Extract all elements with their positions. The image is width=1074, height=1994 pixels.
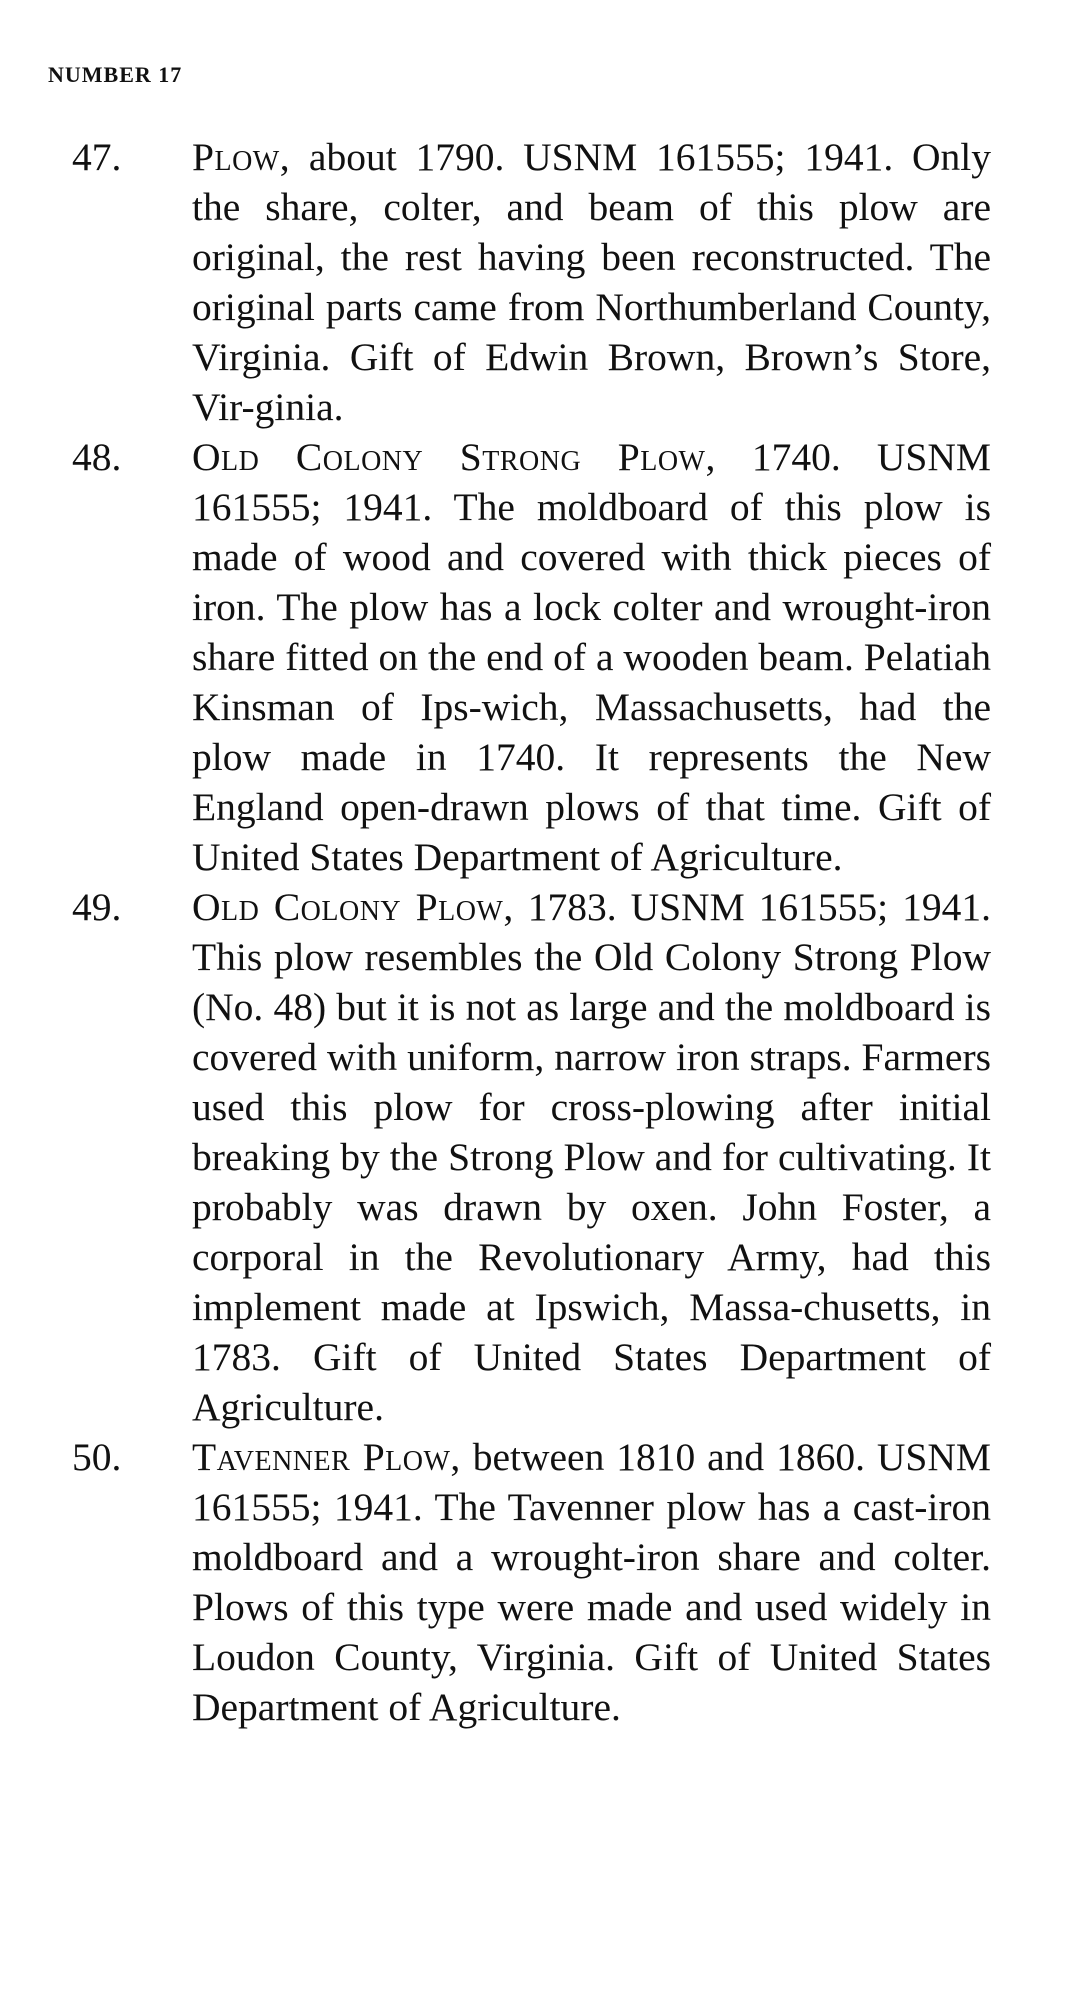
entry-title: Old Colony Plow,	[192, 885, 514, 929]
entry-number: 49.	[72, 885, 122, 929]
entry-description: between 1810 and 1860. USNM 161555; 1941. The Tavenner plow has a cast-iron moldboard and a wrought-iron share and colter. Plows of this type were made and used widely in Loudon County, Virginia. Gift of United States Department of Agriculture.	[192, 1435, 991, 1729]
entry-number: 48.	[72, 435, 122, 479]
entry-number: 50.	[72, 1435, 122, 1479]
entry-description: about 1790. USNM 161555; 1941. Only the share, colter, and beam of this plow are original, the rest having been reconstructed. The original parts came from Northumberland County, Virginia. Gift of Edwin Brown, Brown’s Store, Vir-ginia.	[192, 135, 991, 429]
entry-description: 1740. USNM 161555; 1941. The moldboard of this plow is made of wood and covered with thick pieces of iron. The plow has a lock colter and wrought-iron share fitted on the end of a wooden beam. Pelatiah Kinsman of Ips-wich, Massachusetts, had the plow made in 1740. It represents the New England open-drawn plows of that time. Gift of United States Department of Agriculture.	[192, 435, 991, 879]
catalog-entry-47	[56, 132, 991, 432]
entry-description: 1783. USNM 161555; 1941. This plow resembles the Old Colony Strong Plow (No. 48) but it is not as large and the moldboard is covered with uniform, narrow iron straps. Farmers used this plow for cross-plowing after initial breaking by the Strong Plow and for cultivating. It probably was drawn by oxen. John Foster, a corporal in the Revolutionary Army, had this implement made at Ipswich, Massa-chusetts, in 1783. Gift of United States Department of Agriculture.	[192, 885, 992, 1429]
catalog-entry-48	[56, 432, 991, 882]
entry-title: Tavenner Plow,	[192, 1435, 461, 1479]
catalog-entries	[56, 132, 991, 1732]
entry-title: Plow,	[192, 135, 291, 179]
running-head: NUMBER 17	[48, 62, 183, 87]
entry-number: 47.	[72, 135, 122, 179]
catalog-entry-49	[56, 882, 991, 1432]
entry-title: Old Colony Strong Plow,	[192, 435, 716, 479]
catalog-entry-50	[56, 1432, 991, 1732]
